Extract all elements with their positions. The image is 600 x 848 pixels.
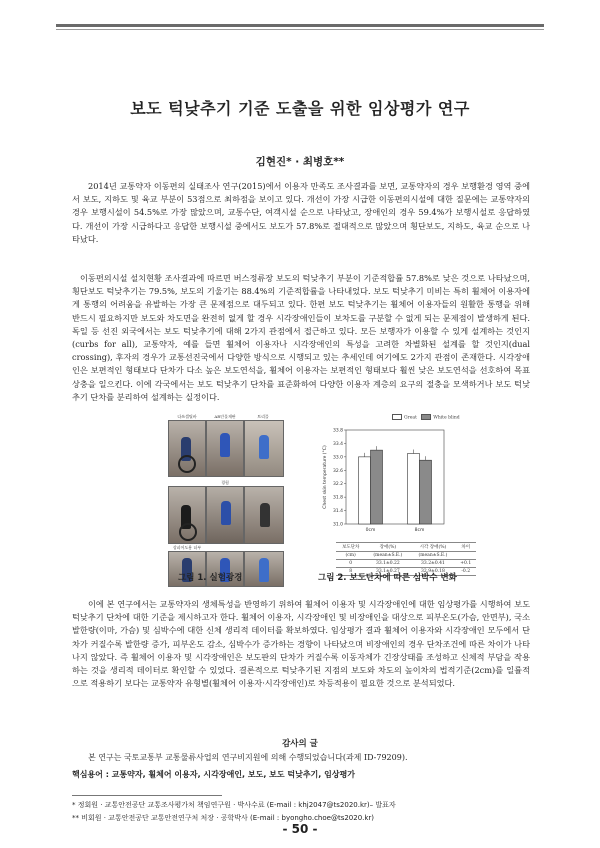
table-cell: +0.1 xyxy=(455,560,476,568)
header-rule-thin xyxy=(56,29,544,30)
experiment-photo xyxy=(206,420,244,477)
legend-swatch-white-blind xyxy=(421,414,431,420)
y-tick-label: 31.8 xyxy=(332,495,343,501)
photo-label: 경험 xyxy=(221,480,229,485)
figure-1-caption: 그림 1. 실험광경 xyxy=(178,573,243,583)
table-row xyxy=(336,560,476,568)
footnote-2: ** 비회원 · 교통안전공단 교통안전연구처 처장 · 공학박사 (E-mail : byongho.choe@ts2020.kr) xyxy=(72,814,375,822)
keywords: 핵심용어 : 교통약자, 휠체어 이용자, 시각장애인, 보도, 보도 턱낮추기, 임상평가 xyxy=(72,770,356,779)
figure-2-caption: 그림 2. 보도단차에 따른 심박수 변화 xyxy=(318,573,457,583)
table-subheader: (cm) xyxy=(336,552,365,560)
bar-0cm-series-1 xyxy=(359,457,371,524)
body-paragraph-1: 2014년 교통약자 이동편의 실태조사 연구(2015)에서 이용자 만족도 조사결과를 보면, 교통약자의 경우 보행환경 영역 중에서 보도, 지하도 및 육교 부분이 53점으로 최하점을 보이고 있다. 개선이 가장 시급한 이동편의시설에 대한 질문에는 교통약자의 경우 보행시설이 54.5%로 가장 많았으며, 교통수단, 여객시설 순으로 나타났고, 장애인의 경우 59.4%가 보행시설로 응답하였다. 개선이 가장 시급하다고 응답한 보행시설 중에서도 보도가 57.8%로 절대적으로 많았으며 횡단보도, 지하도, 육교 순으로 나타났다. xyxy=(72,181,530,244)
experiment-photo xyxy=(168,486,206,544)
table-header: 시각 장애(%) xyxy=(410,543,455,552)
acknowledgement-text: 본 연구는 국토교통부 교통물류사업의 연구비지원에 의해 수행되었습니다(과제 ID-79209). xyxy=(88,753,408,762)
y-tick-label: 33.4 xyxy=(332,441,343,447)
table-cell: 33.1±0.27 xyxy=(365,568,410,576)
footnote-1: * 정회원 · 교통안전공단 교통조사평가처 책임연구원 · 박사수료 (E-mail : khj2047@ts2020.kr)– 발표자 xyxy=(72,801,396,809)
table-cell: 33.2±0.41 xyxy=(410,560,455,568)
y-axis-label: Chest skin temperature (°C) xyxy=(323,445,328,509)
x-tick-label: 8cm xyxy=(414,528,425,533)
experiment-photo xyxy=(244,420,284,477)
table-header: 차이 xyxy=(455,543,476,552)
photo-label: 다쓰셀틸바 xyxy=(177,414,197,419)
acknowledgement-title: 감사의 글 xyxy=(282,739,318,749)
y-tick-label: 33.0 xyxy=(332,455,343,461)
y-tick-label: 32.2 xyxy=(332,482,343,488)
table-subheader: (mean±S.E.) xyxy=(410,552,455,560)
paper-authors: 김현진* · 최병호** xyxy=(255,156,345,168)
x-tick-label: 0cm xyxy=(365,528,376,533)
table-cell: -0.2 xyxy=(455,568,476,576)
page-number: - 50 - xyxy=(282,822,318,836)
legend-swatch-great xyxy=(392,414,402,420)
heart-rate-bar-chart xyxy=(318,424,448,536)
photo-label: 트리플 xyxy=(257,414,269,419)
table-cell: 32.9±0.18 xyxy=(410,568,455,576)
bar-8cm-series-2 xyxy=(420,460,432,524)
body-paragraph-3: 이에 본 연구에서는 교통약자의 생체특성을 반영하기 위하여 휠체어 이용자 및 시각장애인에 대한 임상평가를 시행하여 보도 턱낮추기 단차에 대한 기준을 제시하고자 한다. 휠체어 이용자, 시각장애인 및 비장애인을 대상으로 피부온도(가슴, 안면부), 국소발한량(이마, 가슴) 및 심박수에 대한 신체 생리적 데이터를 확보하였다. 임상평가 결과 휠체어 이용자와 시각장애인 모두에서 단차가 커질수록 발한량 증가, 피부온도 감소, 심박수가 증가하는 경향이 나타났으며 비장애인의 경우 단차조건에 따른 차이가 나타나지 않았다. 즉 휠체어 이용자 및 시각장애인은 보도판의 단차가 커질수록 이동자체가 긴장상태를 조성하고 신체적 부담을 작용하는 것을 생리적 데이터로 확인할 수 있었다. 결론적으로 턱낮추기된 지점의 보도와 차도의 높이차의 법적기준(2cm)를 일률적으로 적용하기 보다는 교통약자 유형별(휠체어 이용자·시각장애인)로 차등적용이 필요한 것으로 분석되었다. xyxy=(72,599,530,689)
table-cell: 0 xyxy=(336,560,365,568)
table-header: 장애(%) xyxy=(365,543,410,552)
bar-8cm-series-1 xyxy=(408,454,420,525)
chart-legend xyxy=(392,414,460,421)
figure-1-photos xyxy=(168,414,282,585)
y-tick-label: 31.0 xyxy=(332,522,343,528)
experiment-photo xyxy=(244,486,284,544)
y-tick-label: 33.8 xyxy=(332,428,343,434)
table-cell: 8 xyxy=(336,568,365,576)
photo-label: 상피어도용 더부 xyxy=(172,545,202,550)
table-subheader: (mean±S.E.) xyxy=(365,552,410,560)
photo-label: AR안물재판 xyxy=(214,414,236,419)
y-tick-label: 31.4 xyxy=(332,509,343,515)
experiment-photo xyxy=(244,551,284,587)
body-paragraph-2: 이동편의시설 설치현황 조사결과에 따르면 버스정류장 보도의 턱낮추기 부분이 기준적합률 57.8%로 낮은 것으로 나타났으며, 횡단보도 턱낮추기는 79.5%, 보도의 기울기는 88.4%의 기준적합률을 나타내었다. 보도 턱낮추기 미비는 특히 휠체어 이용자에게 통행의 어려움을 유발하는 가장 큰 문제점으로 대두되고 있다. 한편 보도 턱낮추기는 휠체어 이용자들의 원활한 통행을 위해 반드시 필요하지만 보도와 차도면을 완전히 없게 할 경우 시각장애인들이 보차도를 구분할 수 없게 되는 문제점이 발생하게 된다. 독일 등 선진 외국에서는 보도 턱낮추기에 대해 2가지 관점에서 접근하고 있다. 모든 보행자가 이용할 수 있게 설계하는 것인지(curbs for all), 교통약자, 예를 들면 휠체어 이용자나 시각장애인의 특성을 고려한 차별화된 설계를 할 것인지(dual crossing), 후자의 경우가 교통선진국에서 다양한 방식으로 시행되고 있는 추세인데 여기에도 2가지 관점이 존재한다. 시각장애인은 보편적인 형태보다 단차가 다소 높은 보도연석을, 휠체어 이용자는 보편적인 형태보다 훨씬 낮은 보도연석을 선호하여 목표상충을 일으킨다. 이에 각국에서는 보도 턱낮추기 단차를 표준화하여 다양한 이용자 계층의 요구의 절충을 모색하거나 보도 턱낮추기 단차를 분리하여 설계하는 실정이다. xyxy=(72,273,530,402)
table-cell: 33.1±0.22 xyxy=(365,560,410,568)
header-rule xyxy=(56,24,544,27)
y-tick-label: 32.6 xyxy=(332,468,343,474)
paper-title: 보도 턱낮추기 기준 도출을 위한 임상평가 연구 xyxy=(130,99,470,118)
table-header: 보도단차 xyxy=(336,543,365,552)
legend-label: White blind xyxy=(433,415,460,421)
footnote-rule xyxy=(72,795,222,796)
bar-0cm-series-2 xyxy=(371,450,383,524)
experiment-photo xyxy=(168,420,206,477)
legend-label: Great xyxy=(404,415,417,421)
table-subheader xyxy=(455,552,476,560)
experiment-photo xyxy=(206,486,244,544)
